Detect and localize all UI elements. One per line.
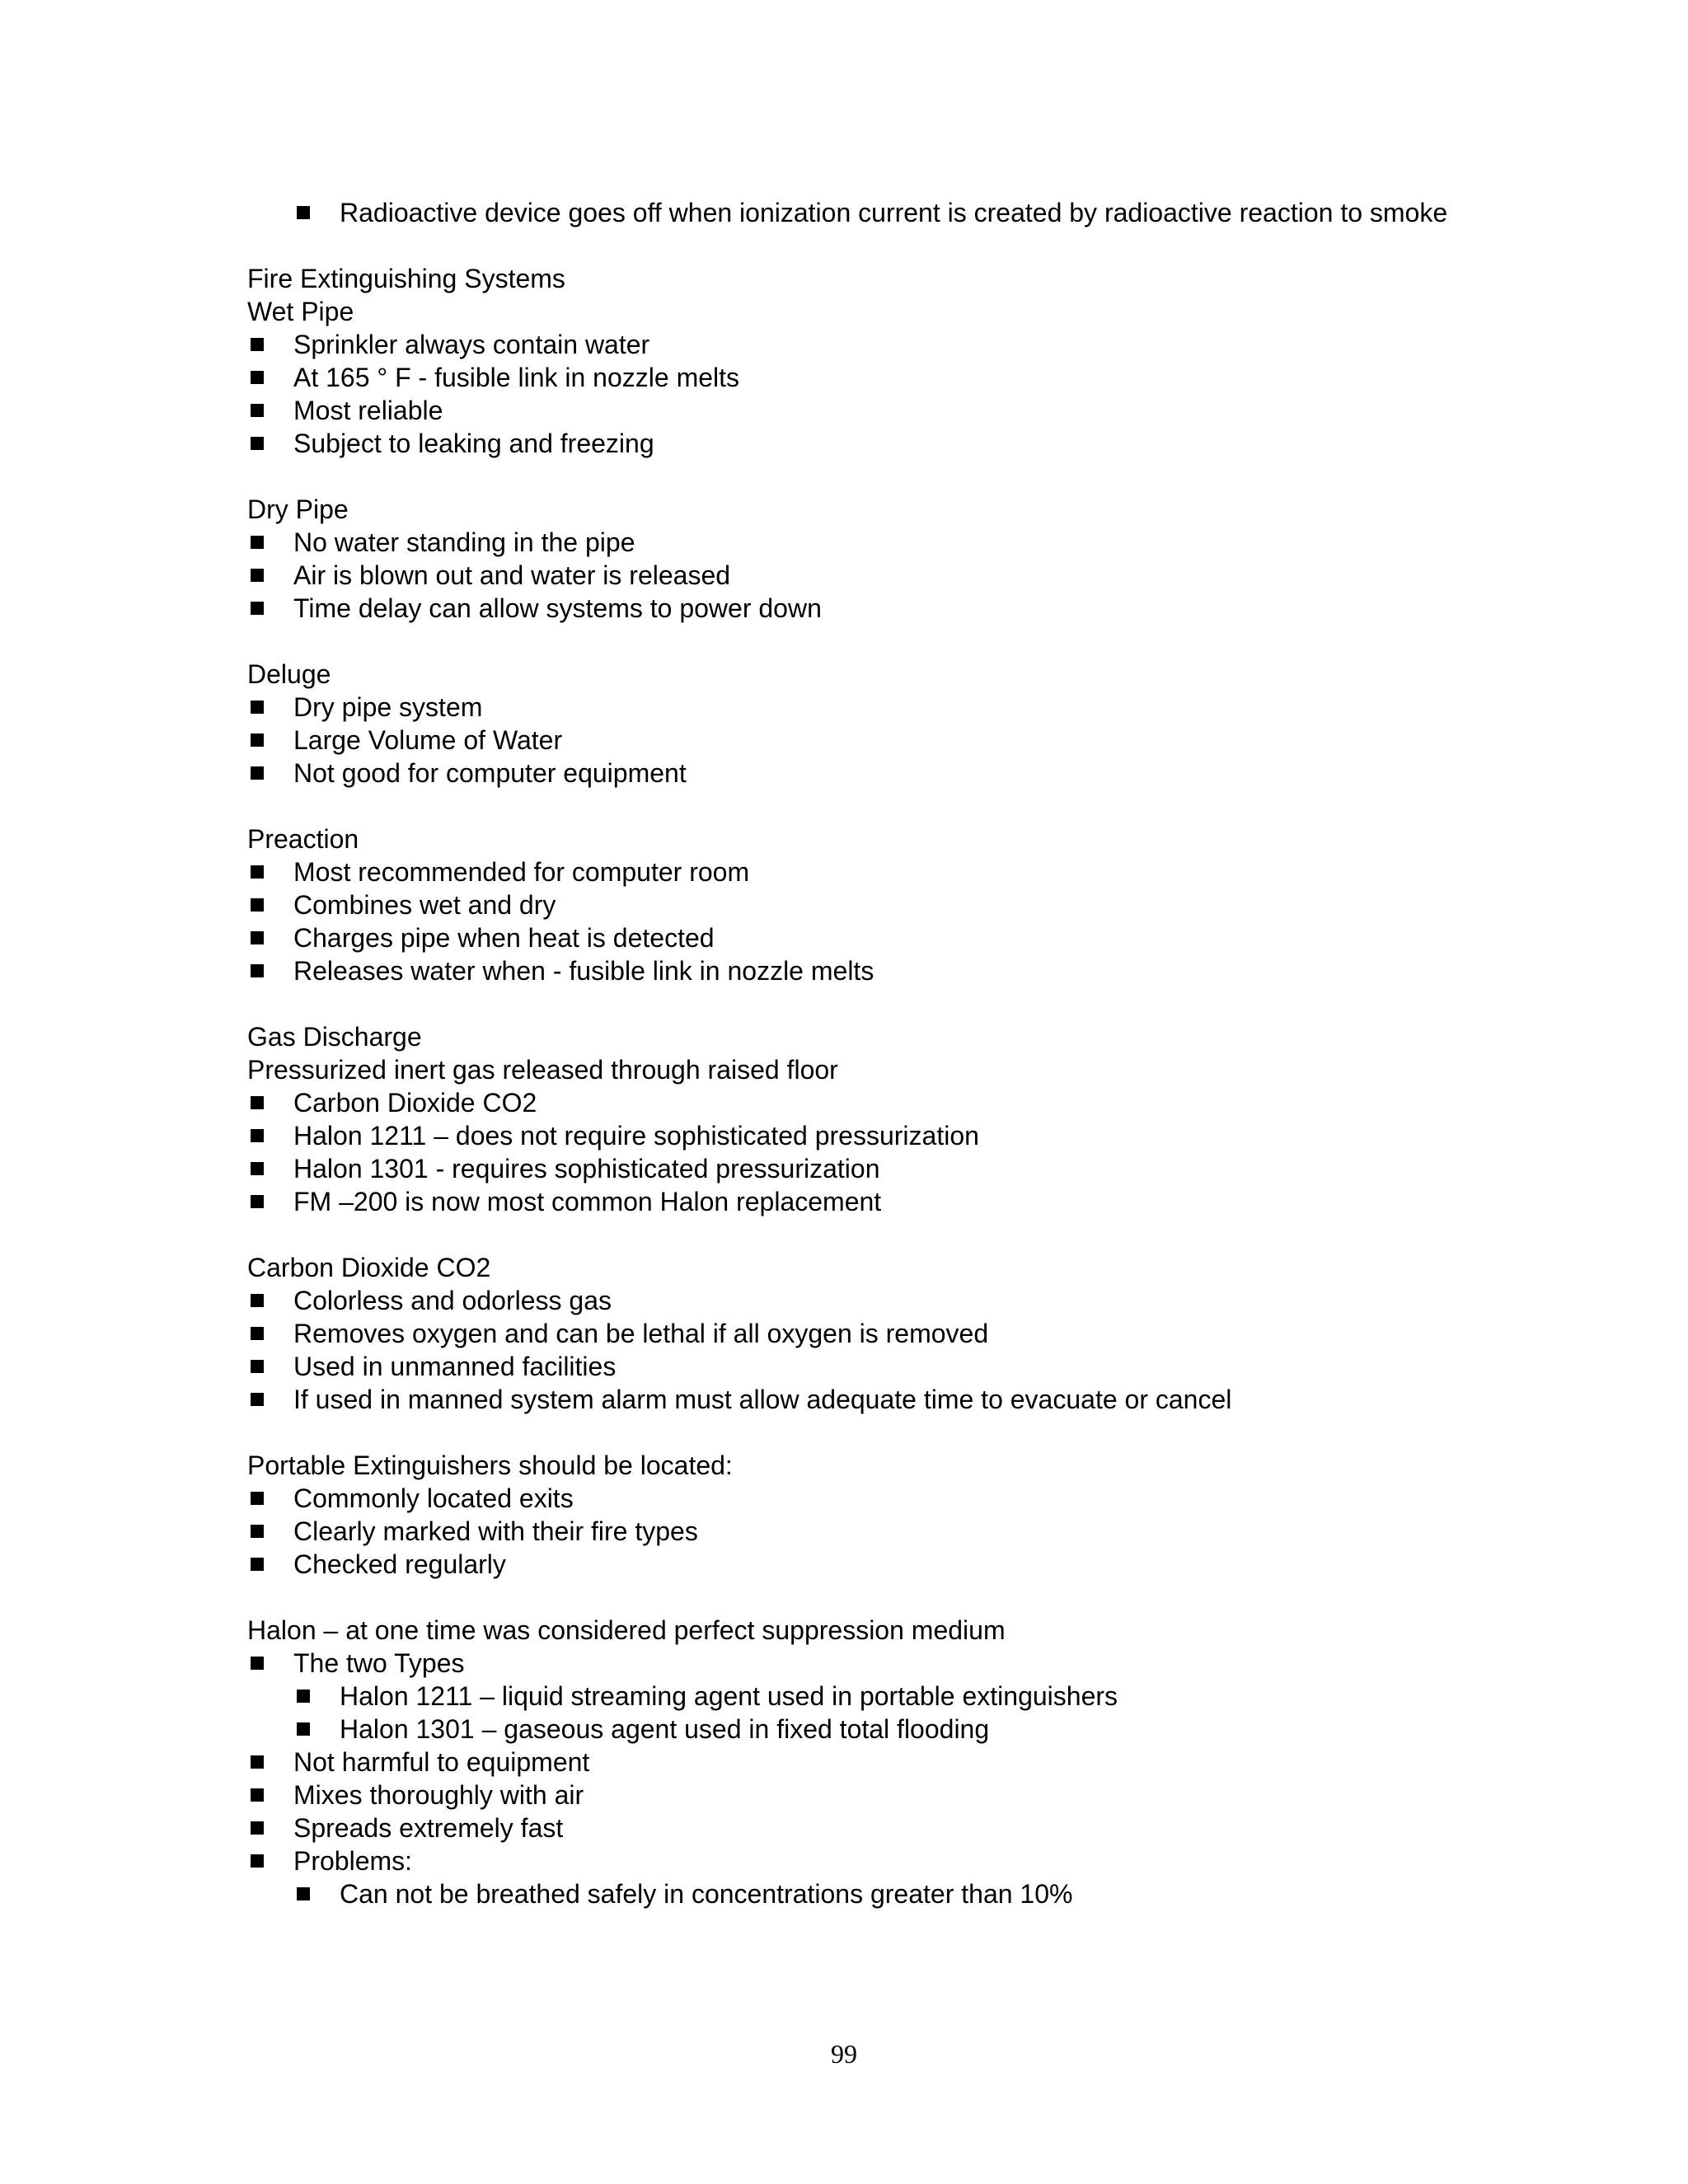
list-item [247, 954, 1484, 987]
spacer [247, 1416, 1484, 1449]
preaction-heading: Preaction [247, 824, 359, 854]
square-bullet-icon [251, 404, 264, 417]
list-item-nested [293, 1713, 1484, 1746]
square-bullet-icon [251, 1294, 264, 1307]
list-item-text: Carbon Dioxide CO2 [293, 1088, 537, 1118]
list-item [247, 427, 1484, 460]
square-bullet-icon [251, 1558, 264, 1571]
list-item [247, 559, 1484, 592]
co2-heading: Carbon Dioxide CO2 [247, 1253, 491, 1282]
square-bullet-icon [251, 1096, 264, 1109]
list-item-text: Sprinkler always contain water [293, 330, 650, 359]
square-bullet-icon [251, 701, 264, 714]
list-item [247, 1350, 1484, 1383]
square-bullet-icon [251, 1854, 264, 1868]
list-item [247, 1844, 1484, 1877]
list-item [247, 328, 1484, 361]
square-bullet-icon [251, 964, 264, 977]
spacer [247, 460, 1484, 493]
gas-discharge-heading: Gas Discharge [247, 1022, 422, 1052]
square-bullet-icon [251, 338, 264, 351]
square-bullet-icon [251, 1657, 264, 1670]
spacer [247, 987, 1484, 1020]
list-item-text: The two Types [293, 1648, 465, 1678]
list-item [247, 724, 1484, 757]
list-item-text: Releases water when - fusible link in nozzle melts [293, 956, 874, 986]
list-item [247, 361, 1484, 394]
halon-heading: Halon – at one time was considered perfect suppression medium [247, 1615, 1006, 1645]
list-item [247, 1119, 1484, 1152]
square-bullet-icon [251, 371, 264, 384]
list-item-text: Air is blown out and water is released [293, 560, 731, 590]
list-item-text: Can not be breathed safely in concentrations greater than 10% [340, 1879, 1073, 1909]
list-item [247, 526, 1484, 559]
square-bullet-icon [251, 1755, 264, 1769]
list-item-text: Used in unmanned facilities [293, 1352, 617, 1381]
list-item [247, 888, 1484, 921]
list-item-text: Dry pipe system [293, 692, 483, 722]
list-item [247, 1383, 1484, 1416]
list-item-text: Large Volume of Water [293, 725, 563, 755]
square-bullet-icon [251, 1788, 264, 1802]
square-bullet-icon [251, 1162, 264, 1175]
list-item-text: Colorless and odorless gas [293, 1286, 612, 1315]
list-item [247, 921, 1484, 954]
list-item-text: Combines wet and dry [293, 890, 556, 920]
square-bullet-icon [251, 536, 264, 549]
square-bullet-icon [251, 1360, 264, 1373]
list-item [247, 855, 1484, 888]
list-item [247, 1811, 1484, 1844]
list-item-text: Removes oxygen and can be lethal if all oxygen is removed [293, 1319, 989, 1348]
list-item [247, 691, 1484, 724]
list-item [247, 1746, 1484, 1779]
wet-pipe-heading: Wet Pipe [247, 297, 354, 326]
dry-pipe-heading: Dry Pipe [247, 494, 349, 524]
gas-discharge-subheading: Pressurized inert gas released through raised floor [247, 1055, 838, 1085]
square-bullet-icon [251, 1327, 264, 1340]
list-item-text: Commonly located exits [293, 1483, 574, 1513]
list-item-text: Spreads extremely fast [293, 1813, 564, 1843]
square-bullet-icon [297, 1690, 310, 1703]
list-item-text: Time delay can allow systems to power down [293, 593, 822, 623]
list-item-nested [293, 1877, 1484, 1910]
square-bullet-icon [251, 931, 264, 944]
section-title: Fire Extinguishing Systems [247, 264, 565, 293]
spacer [247, 625, 1484, 658]
list-item-text: Mixes thoroughly with air [293, 1780, 584, 1810]
spacer [247, 790, 1484, 823]
list-item-nested [293, 1680, 1484, 1713]
list-item [247, 592, 1484, 625]
square-bullet-icon [251, 1393, 264, 1406]
list-item [247, 1284, 1484, 1317]
list-item-text: Subject to leaking and freezing [293, 429, 654, 458]
list-item-radioactive [293, 196, 1484, 229]
list-item-text: Halon 1211 – liquid streaming agent used in portable extinguishers [340, 1681, 1118, 1711]
list-item-text: Not good for computer equipment [293, 758, 687, 788]
square-bullet-icon [251, 865, 264, 879]
square-bullet-icon [297, 1887, 310, 1900]
square-bullet-icon [251, 898, 264, 912]
list-item-text: Not harmful to equipment [293, 1747, 590, 1777]
square-bullet-icon [251, 733, 264, 747]
list-item-text: If used in manned system alarm must allow adequate time to evacuate or cancel [293, 1385, 1232, 1414]
list-item-text: Clearly marked with their fire types [293, 1516, 698, 1546]
square-bullet-icon [297, 1722, 310, 1736]
list-item-text: At 165 ° F - fusible link in nozzle melts [293, 363, 740, 392]
list-item-text: Halon 1301 - requires sophisticated pressurization [293, 1154, 880, 1183]
list-item [247, 1482, 1484, 1515]
square-bullet-icon [251, 1492, 264, 1505]
spacer [247, 229, 1484, 262]
page-number: 99 [831, 2039, 857, 2069]
square-bullet-icon [251, 1525, 264, 1538]
square-bullet-icon [251, 569, 264, 582]
square-bullet-icon [251, 1821, 264, 1835]
list-item [247, 1779, 1484, 1811]
list-item-text: Most reliable [293, 396, 443, 425]
portable-heading: Portable Extinguishers should be located: [247, 1451, 733, 1480]
list-item-text: Most recommended for computer room [293, 857, 750, 887]
list-item [247, 1515, 1484, 1548]
list-item-text: Radioactive device goes off when ionization current is created by radioactive reaction to smoke [340, 198, 1448, 227]
list-item [247, 757, 1484, 790]
list-item-text: Problems: [293, 1846, 413, 1876]
list-item-text: FM –200 is now most common Halon replacement [293, 1187, 882, 1216]
square-bullet-icon [251, 1129, 264, 1142]
list-item [247, 1185, 1484, 1218]
list-item [247, 1317, 1484, 1350]
list-item [247, 1647, 1484, 1680]
list-item-text: Checked regularly [293, 1549, 506, 1579]
list-item-text: No water standing in the pipe [293, 527, 635, 557]
square-bullet-icon [251, 437, 264, 450]
list-item-text: Halon 1211 – does not require sophisticated pressurization [293, 1121, 979, 1151]
square-bullet-icon [251, 602, 264, 615]
page-content [247, 196, 1484, 1910]
list-item-text: Charges pipe when heat is detected [293, 923, 715, 953]
deluge-heading: Deluge [247, 659, 331, 689]
list-item [247, 394, 1484, 427]
spacer [247, 1218, 1484, 1251]
list-item [247, 1086, 1484, 1119]
square-bullet-icon [297, 206, 310, 219]
list-item [247, 1152, 1484, 1185]
square-bullet-icon [251, 1195, 264, 1208]
square-bullet-icon [251, 766, 264, 780]
list-item [247, 1548, 1484, 1581]
list-item-text: Halon 1301 – gaseous agent used in fixed total flooding [340, 1714, 990, 1744]
spacer [247, 1581, 1484, 1614]
